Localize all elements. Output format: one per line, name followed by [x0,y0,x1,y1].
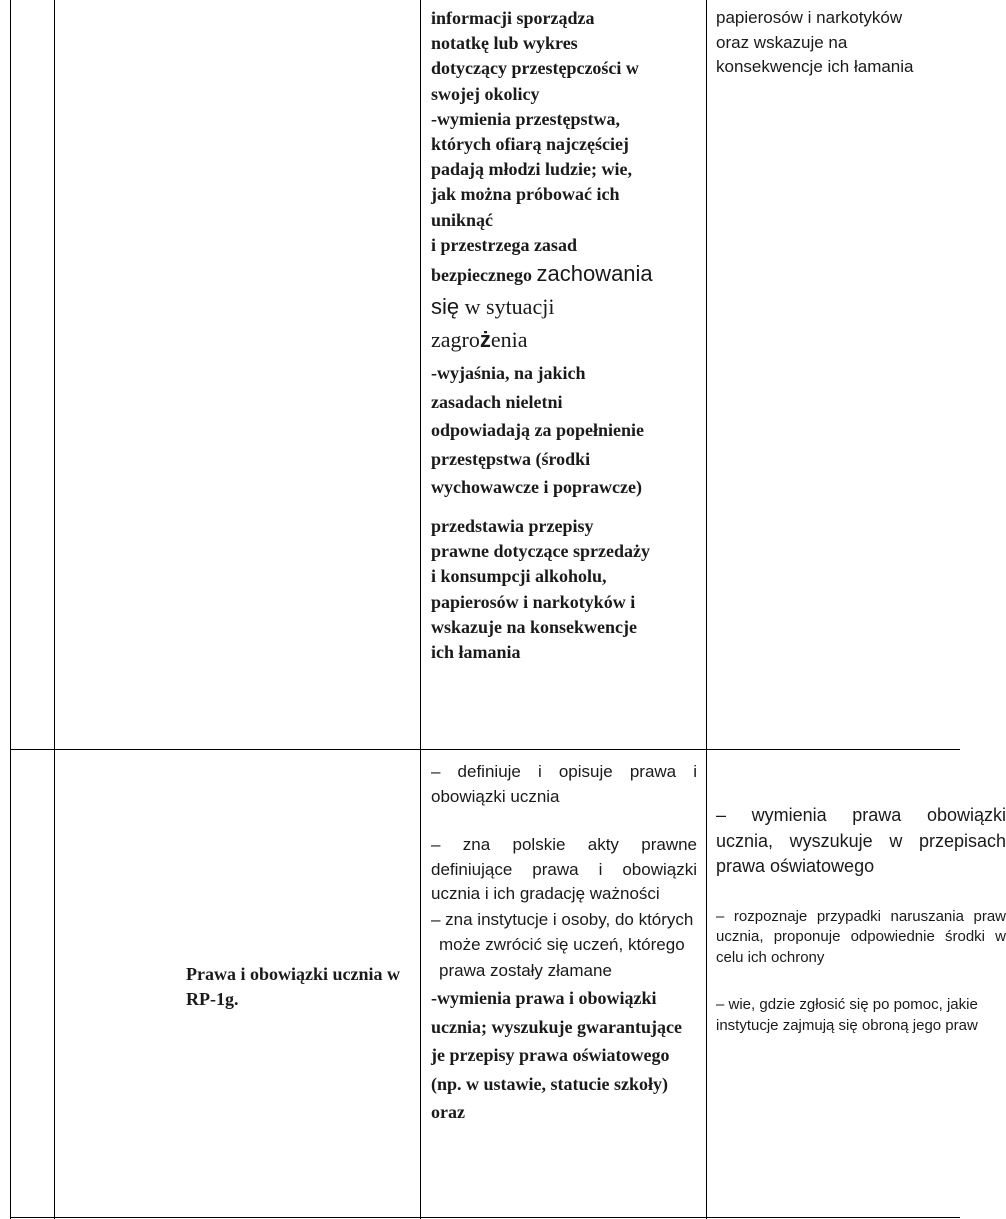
text-line: ich łamania [431,642,521,663]
text-line: wskazuje na konsekwencje [431,616,638,637]
requirement-paragraph: – definiuje i opisuje prawa i obowiązki ucznia [431,762,697,806]
requirement-lines-b [431,359,705,502]
text-fragment: w sytuacji [459,294,555,320]
requirement-paragraph: – rozpoznaje przypadki naruszania praw ucznia, proponuje odpowiednie środki w celu ich ochrony [716,907,1006,966]
text-line: dotyczący przestępczości w [431,58,639,79]
text-line: uniknąć [431,209,494,230]
requirement-paragraph: – wie, gdzie zgłosić się po pomoc, jakie instytucje zajmują się obroną jego praw [716,996,978,1034]
text-fragment: enia [490,327,528,353]
requirements-cell-bottom-col4 [716,803,1006,1036]
text-line: oraz wskazuje na [716,32,848,52]
text-line: których ofiarą najczęściej [431,134,629,155]
text-line: prawne dotyczące sprzedaży [431,541,650,562]
text-line: jak można próbować ich [431,184,620,205]
requirements-cell-top [431,6,705,502]
text-line: przedstawia przepisy [431,516,594,536]
text-line: informacji sporządza [431,8,595,28]
requirements-cell-bottom [431,760,697,1127]
topic-title: Prawa i obowiązki ucznia w RP-1g. [186,964,400,1010]
text-line: -wyjaśnia, na jakich [431,363,586,384]
text-line: -wymienia przestępstwa, [431,108,620,129]
mixed-line-2 [431,291,705,324]
requirements-cell-top-col4 [716,6,960,80]
text-line: papierosów i narkotyków i [431,591,636,612]
requirement-lines-a [431,6,705,258]
column-divider-1 [54,0,55,1219]
text-line: zasadach nieletni [431,391,563,412]
table-border-left [10,0,11,1219]
text-line: odpowiadają za popełnienie [431,420,645,441]
mixed-line-1 [431,258,705,291]
text-fragment: ż [479,327,491,353]
requirement-paragraph: – zna instytucje i osoby, do których może zwrócić się uczeń, którego prawa zostały złamane [431,909,694,980]
text-fragment: się [431,294,460,320]
text-line: padają młodzi ludzie; wie, [431,159,632,180]
requirements-cell-top-lower [431,514,705,665]
text-fragment: bezpiecznego [431,265,537,286]
column-divider-2 [420,0,421,1219]
text-line: notatkę lub wykres [431,33,578,54]
text-line: i przestrzega zasad [431,234,577,255]
text-line: przestępstwa (środki [431,448,591,469]
requirement-paragraph: -wymienia prawa i obowiązki ucznia; wyszukuje gwarantujące je przepisy prawa oświatowego (np. w ustawie, statucie szkoły) oraz [431,988,682,1122]
table-border-bottom [10,1217,960,1218]
text-line: papierosów i narkotyków [716,8,903,27]
text-line: swojej okolicy [431,83,540,104]
requirement-paragraph: – zna polskie akty prawne definiujące prawa i obowiązki ucznia i ich gradację ważności [431,835,697,903]
text-line: konsekwencje ich łamania [716,57,914,76]
text-line: i konsumpcji alkoholu, [431,566,607,587]
requirement-paragraph: – wymienia prawa obowiązki ucznia, wyszukuje w przepisach prawa oświatowego [716,805,1006,876]
text-fragment: zachowania [536,261,653,287]
text-fragment: zagro [431,327,480,353]
column-divider-3 [706,0,707,1219]
mixed-line-3 [431,324,705,357]
text-line: wychowawcze i poprawcze) [431,477,642,498]
row-divider [10,749,960,750]
